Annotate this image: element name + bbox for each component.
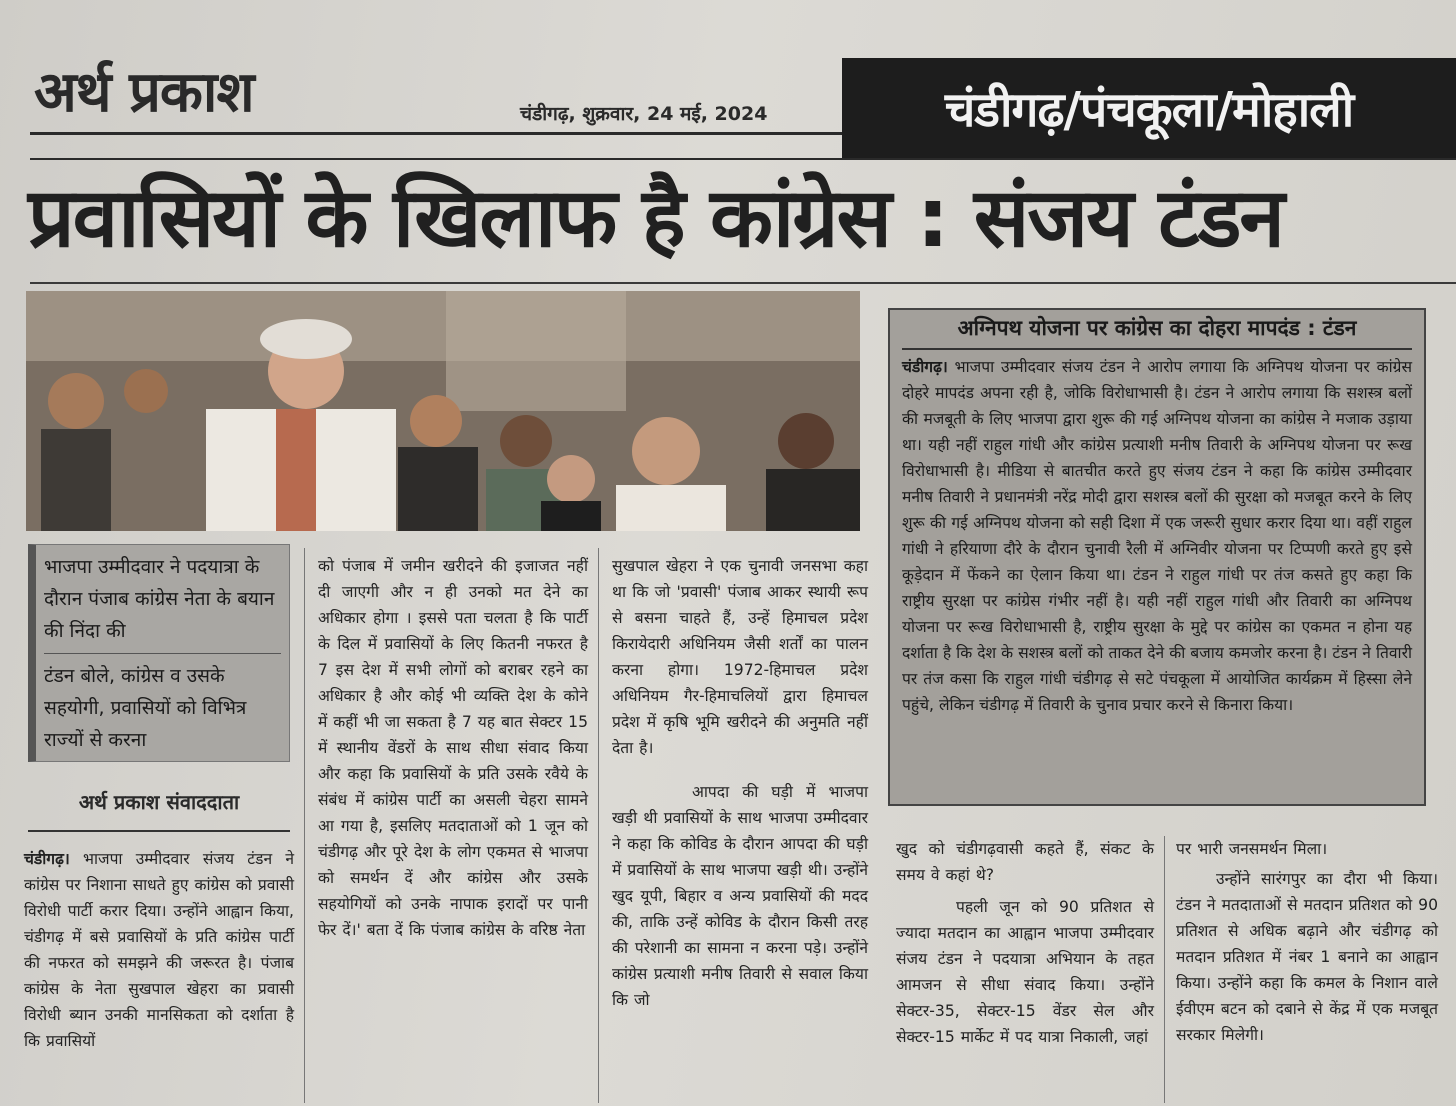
column-divider [1164, 836, 1165, 1103]
crowd-photo-illustration [26, 291, 860, 531]
column-divider [598, 548, 599, 1103]
masthead-rule [30, 132, 842, 135]
highlights-box [28, 544, 290, 762]
article-column-4 [896, 836, 1154, 1050]
dateline: चंडीगढ़, शुक्रवार, 24 मई, 2024 [520, 103, 768, 125]
masthead: अर्थ प्रकाश [34, 59, 254, 125]
article-column-2 [318, 553, 588, 943]
headline: प्रवासियों के खिलाफ है कांग्रेस : संजय टंडन [28, 171, 1283, 266]
article-text: खुद को चंडीगढ़वासी कहते हैं, संकट के समय वे कहां थे? [896, 840, 1154, 884]
news-photo [26, 291, 860, 531]
sidebar-story-box [888, 308, 1426, 806]
highlight-item: टंडन बोले, कांग्रेस व उसके सहयोगी, प्रवासियों को विभित्र राज्यों से करना [44, 665, 247, 751]
masthead-rule-lower [30, 158, 1456, 160]
article-text: उन्होंने सारंगपुर का दौरा भी किया।टंडन ने मतदाताओं से मतदान प्रतिशत को 90 प्रतिशत से अधिक बढ़ाने और चंडीगढ़ को मतदान प्रतिशत में नंबर 1 बनाने का आह्वान किया। उन्होंने कहा कि कमल के निशान वाले ईवीएम बटन को दबाने से केंद्र में एक मजबूत सरकार मिलेगी। [1176, 870, 1438, 1044]
byline: अर्थ प्रकाश संवाददाता [78, 790, 240, 814]
byline-rule [28, 830, 290, 832]
article-text: भाजपा उम्मीदवार संजय टंडन ने कांग्रेस पर निशाना साधते हुए कांग्रेस को प्रवासी विरोधी पार्टी करार दिया। उन्होंने आह्वान किया, चंडीगढ़ में बसे प्रवासियों के प्रति कांग्रेस पार्टी की नफरत को समझने की जरूरत है। पंजाब कांग्रेस के नेता सुखपाल खेहरा का प्रवासी विरोधी ब्यान उनकी मानसिकता को दर्शाता है कि प्रवासियों [24, 850, 294, 1050]
highlight-item: भाजपा उम्मीदवार ने पदयात्रा के दौरान पंजाब कांग्रेस नेता के बयान की निंदा की [44, 556, 275, 642]
article-column-5 [1176, 836, 1438, 1048]
article-text: सुखपाल खेहरा ने एक चुनावी जनसभा कहा था कि जो 'प्रवासी' पंजाब आकर स्थायी रूप से बसना चाहते हैं, उन्हें हिमाचल प्रदेश किरायेदारी अधिनियम जैसी शर्तों का पालन करना होगा। 1972-हिमाचल प्रदेश अधिनियम गैर-हिमाचलियों द्वारा हिमाचल प्रदेश में कृषि भूमि खरीदने की अनुमति नहीं देता है। [612, 557, 868, 757]
column-divider [304, 548, 305, 1103]
article-text: आपदा की घड़ी में भाजपा खड़ी थी प्रवासियों के साथ भाजपा उम्मीदवार ने कहा कि कोविड के दौरान आपदा की घड़ी में प्रवासियों के साथ भाजपा खड़ी थी। उन्होंने खुद यूपी, बिहार व अन्य प्रवासियों की मदद की, ताकि उन्हें कोविड के दौरान किसी तरह की परेशानी का सामना न करना पड़े। उन्होंने कांग्रेस प्रत्याशी मनीष तिवारी से सवाल किया कि जो [612, 783, 868, 1009]
dateline-lead: चंडीगढ़। [902, 358, 948, 376]
highlight-separator [44, 653, 281, 654]
sidebar-story-text: भाजपा उम्मीदवार संजय टंडन ने आरोप लगाया कि अग्निपथ योजना पर कांग्रेस दोहरे मापदंड अपना रही है, जोकि विरोधाभासी है। टंडन ने आरोप लगाया कि सशस्त्र बलों की मजबूती के लिए भाजपा द्वारा शुरू की गई अग्निपथ योजना का कांग्रेस ने मजाक उड़ाया था। यही नहीं राहुल गांधी और कांग्रेस प्रत्याशी मनीष तिवारी के अग्निपथ योजना पर रूख विरोधाभासी है। मीडिया से बातचीत करते हुए संजय टंडन ने कहा कि कांग्रेस उम्मीदवार मनीष तिवारी ने प्रधानमंत्री नरेंद्र मोदी द्वारा सशस्त्र बलों की सुरक्षा को मजबूत करने के लिए शुरू की गई अग्निपथ योजना को सही दिशा में एक जरूरी सुधार करार दिया था। वहीं राहुल गांधी ने हरियाणा दौरे के दौरान चुनावी रैली में अग्निवीर योजना पर टिप्पणी करते हुए इसे कूड़ेदान में फेंकने का ऐलान किया था। टंडन ने राहुल गांधी पर तंज कसते हुए कहा कि राष्ट्रीय सुरक्षा पर कांग्रेस गंभीर नहीं है। यही नहीं राहुल गांधी और तिवारी का अग्निपथ योजना पर रूख विरोधाभासी है, राष्ट्रीय सुरक्षा के मुद्दे पर कांग्रेस का एकमत न होना यह दर्शाता है कि देश के सशस्त्र बलों को ताकत देने की बजाय कमजोर करना है। टंडन ने तिवारी पर तंज कसा कि राहुल गांधी चंडीगढ़ से सटे पंचकूला में आयोजित कार्यक्रम में हिस्सा लेने पहुंचे, लेकिन चंडीगढ़ में तिवारी के चुनाव प्रचार करने से किनारा किया। [902, 358, 1412, 714]
article-text: पर भारी जनसमर्थन मिला। [1176, 840, 1328, 858]
article-text: को पंजाब में जमीन खरीदने की इजाजत नहीं दी जाएगी और न ही उनको मत देने का अधिकार होगा । इससे पता चलता है कि पार्टी के दिल में प्रवासियों के लिए कितनी नफरत है 7 इस देश में सभी लोगों को बराबर रहने का अधिकार है और कोई भी व्यक्ति देश के कोने में कहीं भी जा सकता है 7 यह बात सेक्टर 15 में स्थानीय वेंडरों के साथ सीधा संवाद किया और कहा कि प्रवासियों के प्रति उसके रवैये के संबंध में कांग्रेस पार्टी का असली चेहरा सामने आ गया है, इसलिए मतदाताओं को 1 जून को चंडीगढ़ और पूरे देश के लोग एकमत से भाजपा को समर्थन दें और कांग्रेस और उसके सहयोगियों को उनके नापाक इरादों पर पानी फेर दें।' बता दें कि पंजाब कांग्रेस के वरिष्ठ नेता [318, 557, 588, 939]
sidebar-story-title: अग्निपथ योजना पर कांग्रेस का दोहरा मापदंड : टंडन [902, 314, 1412, 350]
dateline-lead: चंडीगढ़। [24, 850, 70, 868]
headline-rule [30, 282, 1456, 284]
article-text: पहली जून को 90 प्रतिशत से ज्यादा मतदान का आह्वान भाजपा उम्मीदवार संजय टंडन ने पदयात्रा अभियान के तहत आमजन से सीधा संवाद किया। उन्होंने सेक्टर-35, सेक्टर-15 वेंडर सेल और सेक्टर-15 मार्केट में पद यात्रा निकाली, जहां [896, 898, 1154, 1046]
article-column-1 [24, 846, 294, 1054]
article-column-3 [612, 553, 868, 1013]
city-edition-band: चंडीगढ़/पंचकूला/मोहाली [842, 58, 1456, 158]
